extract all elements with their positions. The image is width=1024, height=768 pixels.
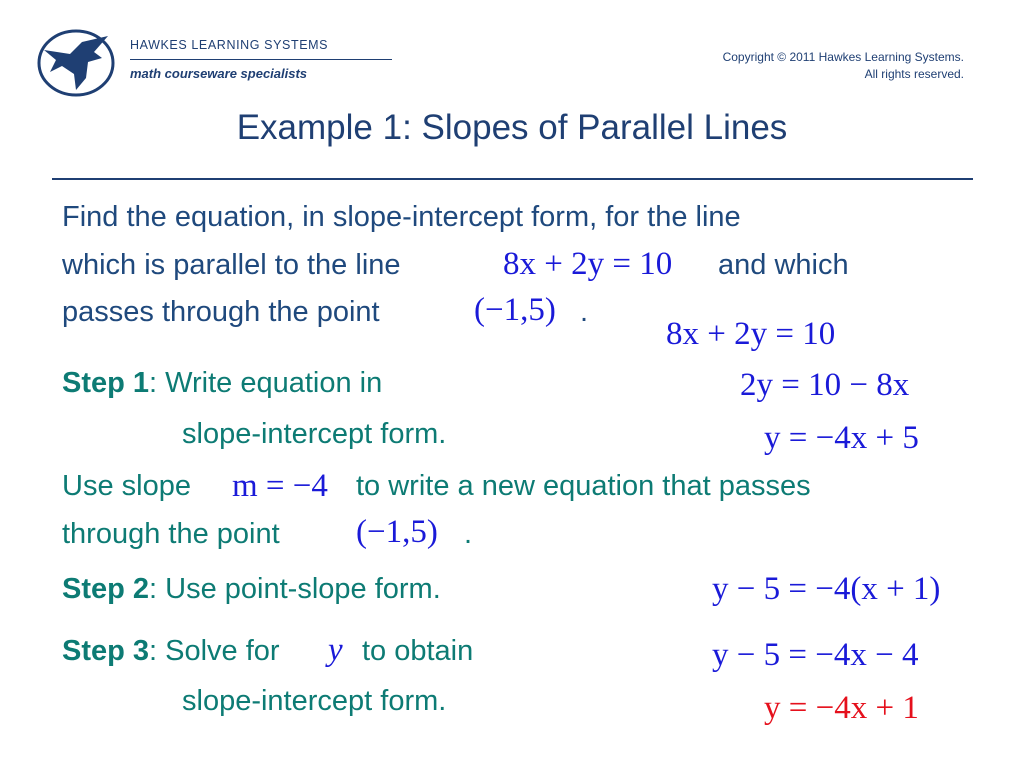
problem-line-1: Find the equation, in slope-intercept form, for the line <box>62 201 741 233</box>
step-3-text-continued: slope-intercept form. <box>182 685 447 717</box>
slope-text-middle: to write a new equation that passes <box>356 470 811 502</box>
given-point: (−1,5) <box>474 292 556 328</box>
brand-name: HAWKES LEARNING SYSTEMS <box>130 38 329 52</box>
brand-divider <box>130 59 392 60</box>
step-3-text-end: to obtain <box>362 635 474 667</box>
problem-line-3-period: . <box>580 296 589 328</box>
step-2 <box>62 573 441 606</box>
slide-title: Example 1: Slopes of Parallel Lines <box>236 108 788 147</box>
copyright-notice <box>723 49 964 83</box>
step-1-text: : Write equation in <box>149 367 383 399</box>
equation-5: y − 5 = −4x − 4 <box>712 637 919 673</box>
slope-value: m = −4 <box>232 468 328 504</box>
step-1-label: Step 1 <box>62 367 150 399</box>
step-3-text: : Solve for <box>149 635 280 667</box>
problem-line-2-end: and which <box>718 249 849 281</box>
step-3-label: Step 3 <box>62 635 150 667</box>
given-line-equation: 8x + 2y = 10 <box>503 246 673 282</box>
solve-variable: y <box>328 632 343 668</box>
brand-tagline: math courseware specialists <box>130 66 308 81</box>
problem-line-2-start: which is parallel to the line <box>62 249 401 281</box>
title-divider <box>52 178 973 180</box>
equation-1: 8x + 2y = 10 <box>666 316 836 352</box>
eagle-logo-icon <box>36 28 116 98</box>
new-point: (−1,5) <box>356 514 438 550</box>
step-3 <box>62 635 280 668</box>
equation-4: y − 5 = −4(x + 1) <box>712 571 941 607</box>
equation-2: 2y = 10 − 8x <box>740 367 910 403</box>
hawkes-logo <box>36 28 116 98</box>
final-answer-equation: y = −4x + 1 <box>764 690 919 726</box>
step-1-text-continued: slope-intercept form. <box>182 418 447 450</box>
slope-text-period: . <box>464 518 473 550</box>
copyright-line-1: Copyright © 2011 Hawkes Learning Systems. <box>722 50 964 64</box>
slope-text-start: Use slope <box>62 470 191 502</box>
problem-line-3: passes through the point <box>62 296 380 328</box>
step-1 <box>62 367 382 400</box>
copyright-line-2: All rights reserved. <box>864 67 964 81</box>
step-2-text: : Use point-slope form. <box>149 573 441 605</box>
step-2-label: Step 2 <box>62 573 150 605</box>
equation-3: y = −4x + 5 <box>764 420 919 456</box>
slope-text-line-2: through the point <box>62 518 280 550</box>
